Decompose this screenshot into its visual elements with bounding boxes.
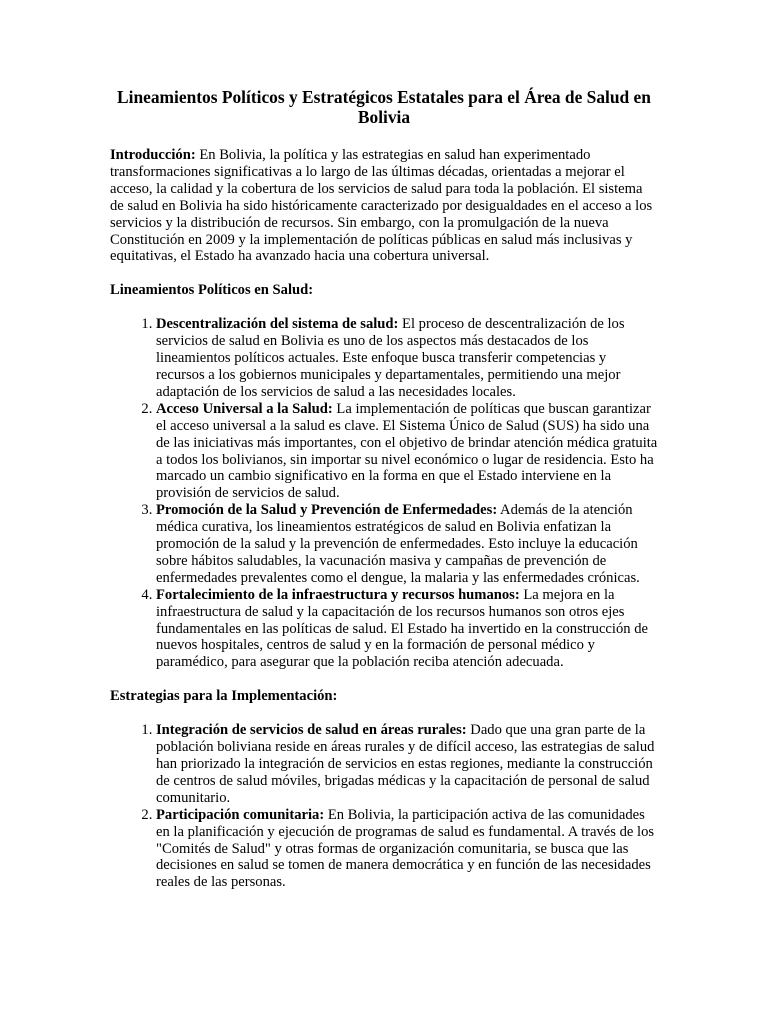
estrategias-list [110,722,658,891]
list-item [156,401,658,502]
document-title: Lineamientos Políticos y Estratégicos Estatales para el Área de Salud en Bolivia [117,87,651,127]
list-item-title: Promoción de la Salud y Prevención de Enfermedades: [156,502,498,519]
list-item-title: Acceso Universal a la Salud: [156,400,333,417]
list-item [156,502,658,587]
list-item-text: Además de la atención médica curativa, los lineamientos estratégicos de salud en Bolivia enfatizan la promoción de la salud y la prevención de enfermedades. Esto incluye la educación sobre hábitos saludables, la vacunación masiva y campañas de prevención de enfermedades prevalentes como el dengue, la malaria y las enfermedades crónicas. [156,502,640,586]
list-item [156,807,658,892]
list-item-text: Dado que una gran parte de la población boliviana reside en áreas rurales y de difícil acceso, las estrategias de salud han priorizado la integración de servicios en estas regiones, mediante la construcción de centros de salud móviles, brigadas médicas y la capacitación de personal de salud comunitario. [156,722,655,806]
list-item-text: La mejora en la infraestructura de salud y la capacitación de los recursos humanos son otros ejes fundamentales en las políticas de salud. El Estado ha invertido en la construcción de nuevos hospitales, centros de salud y en la formación de personal médico y paramédico, para asegurar que la población reciba atención adecuada. [156,586,648,671]
document-page [110,87,658,908]
list-item [156,722,658,807]
section-heading-estrategias: Estrategias para la Implementación: [110,688,338,705]
list-item [156,316,658,401]
intro-paragraph [110,147,658,265]
lineamientos-list [110,316,658,671]
intro-text: En Bolivia, la política y las estrategias en salud han experimentado transformaciones significativas a lo largo de las últimas décadas, orientadas a mejorar el acceso, la calidad y la cobertura de los servicios de salud para toda la población. El sistema de salud en Bolivia ha sido históricamente caracterizado por desigualdades en el acceso a los servicios y la distribución de recursos. Sin embargo, con la promulgación de la nueva Constitución en 2009 y la implementación de políticas públicas en salud más inclusivas y equitativas, el Estado ha avanzado hacia una cobertura universal. [110,147,653,265]
section-heading-lineamientos: Lineamientos Políticos en Salud: [110,282,314,299]
list-item [156,587,658,672]
intro-label: Introducción: [110,147,196,163]
list-item-title: Descentralización del sistema de salud: [156,316,399,333]
list-item-text: La implementación de políticas que buscan garantizar el acceso universal a la salud es clave. El Sistema Único de Salud (SUS) ha sido una de las iniciativas más importantes, con el objetivo de brindar atención médica gratuita a todos los bolivianos, sin importar su nivel económico o lugar de residencia. Esto ha marcado un cambio significativo en la forma en que el Estado interviene en la provisión de servicios de salud. [156,400,658,502]
list-item-title: Integración de servicios de salud en áreas rurales: [156,722,467,739]
list-item-text: El proceso de descentralización de los servicios de salud en Bolivia es uno de los aspectos más destacados de los lineamientos políticos actuales. Este enfoque busca transferir competencias y recursos a los gobiernos municipales y departamentales, permitiendo una mejor adaptación de los servicios de salud a las necesidades locales. [156,316,625,400]
list-item-title: Fortalecimiento de la infraestructura y recursos humanos: [156,586,520,603]
list-item-text: En Bolivia, la participación activa de las comunidades en la planificación y ejecución de programas de salud es fundamental. A través de los "Comités de Salud" y otras formas de organización comunitaria, se busca que las decisiones en salud se tomen de manera democrática y en función de las necesidades reales de las personas. [156,806,655,891]
list-item-title: Participación comunitaria: [156,806,325,823]
